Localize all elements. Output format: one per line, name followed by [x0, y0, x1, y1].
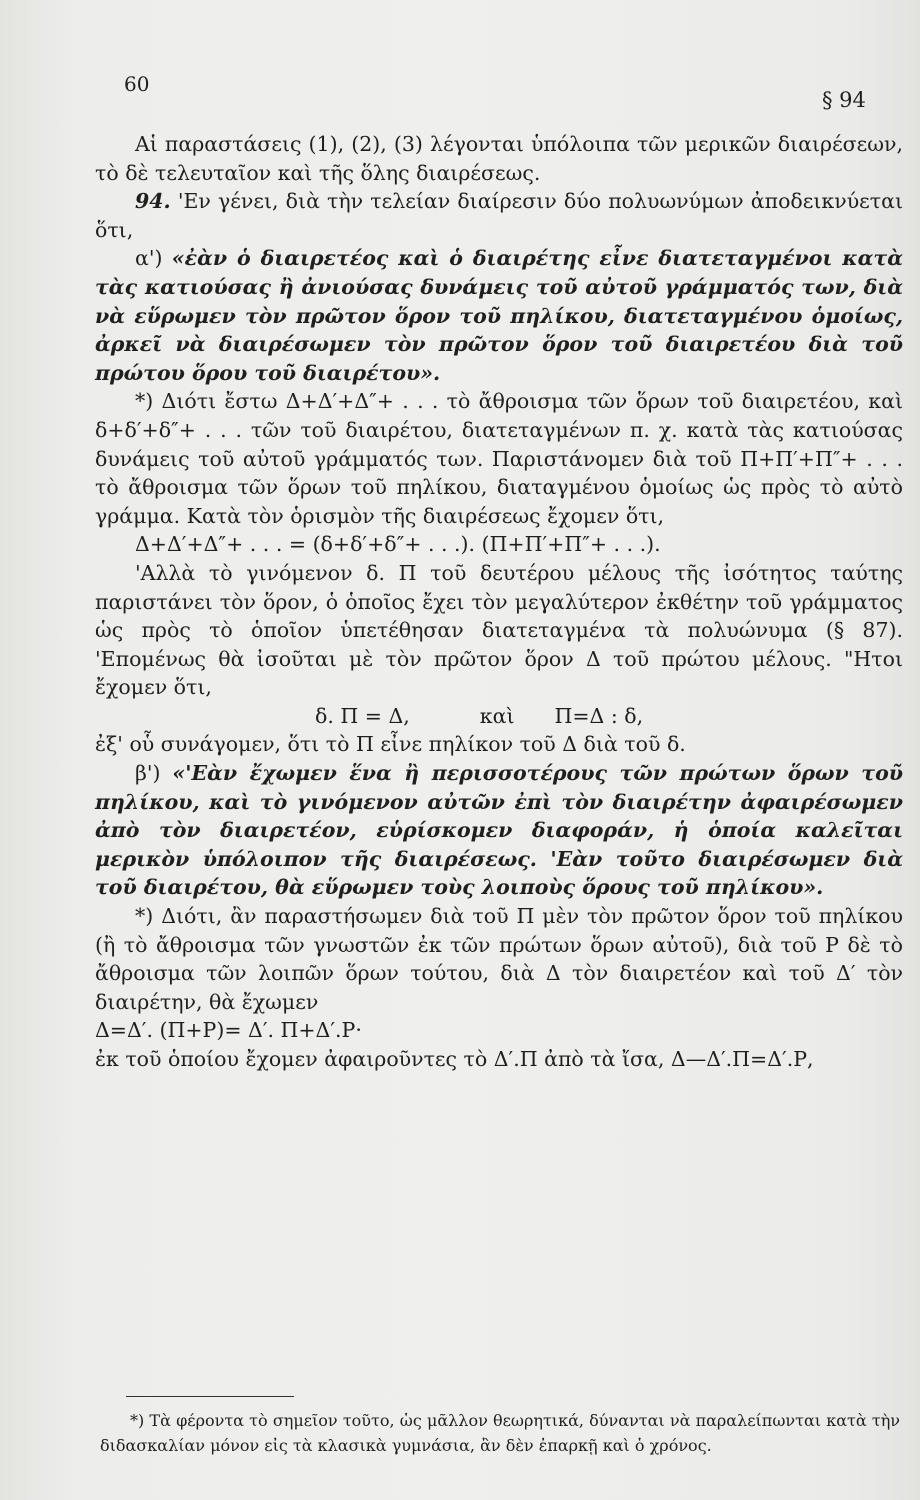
footnote: [100, 1408, 900, 1458]
rule-b-text: «'Εὰν ἔχωμεν ἕνα ἢ περισσοτέρους τῶν πρώτων ὅρων τοῦ πηλίκου, καὶ τὸ γινόμενον αὐτῶν ἐπὶ τὸν διαιρέτην ἀφαιρέσωμεν ἀπὸ τὸν διαιρετέον, εὑρίσκομεν διαφοράν, ἡ ὁποία καλεῖται μερικὸν ὑπόλοιπον τῆς διαιρέσεως. 'Εὰν τοῦτο διαιρέσωμεν διὰ τοῦ διαιρέτου, θὰ εὕρωμεν τοὺς λοιποὺς ὅρους τοῦ πηλίκου».: [95, 761, 903, 900]
rule-a-text: «ἐὰν ὁ διαιρετέος καὶ ὁ διαιρέτης εἶνε διατεταγμένοι κατὰ τὰς κατιούσας ἢ ἀνιούσας δυνάμεις τοῦ αὐτοῦ γράμματός των, διὰ νὰ εὕρωμεν τὸν πρῶτον ὅρον τοῦ πηλίκου, διατεταγμένου ὁμοίως, ἀρκεῖ νὰ διαιρέσωμεν τὸν πρῶτον ὅρον τοῦ διαιρετέου διὰ τοῦ πρώτου ὅρου τοῦ διαιρέτου».: [95, 246, 903, 385]
rule-a-label: α'): [135, 246, 163, 271]
proof-a-marker: *): [135, 389, 154, 414]
rule-b-label: β'): [135, 761, 161, 786]
equation-2a: δ. Π = Δ,: [315, 703, 410, 728]
page-number: 60: [124, 72, 150, 96]
proof-a-continued: 'Αλλὰ τὸ γινόμενον δ. Π τοῦ δευτέρου μέλους τῆς ἰσότητος ταύτης παριστάνει τὸν ὅρον, ὁ ὁποῖος ἔχει τὸν μεγαλύτερον ἐκθέτην τοῦ γράμματος ὡς πρὸς τὸ ὁποῖον ὑπετέθησαν διατεταγμένα τὰ πολυώνυμα (§ 87). 'Επομένως θὰ ἰσοῦται μὲ τὸν πρῶτον ὅρον Δ τοῦ πρώτου μέλους. "Ητοι ἔχομεν ὅτι,: [95, 560, 903, 700]
proof-b: [95, 902, 903, 1016]
paragraph-remainders: Αἱ παραστάσεις (1), (2), (3) λέγονται ὑπόλοιπα τῶν μερικῶν διαιρέσεων, τὸ δὲ τελευταῖον καὶ τῆς ὅλης διαιρέσεως.: [95, 132, 903, 185]
proof-a-text: Διότι ἔστω Δ+Δ′+Δ″+ . . . τὸ ἄθροισμα τῶν ὅρων τοῦ διαιρετέου, καὶ δ+δ′+δ″+ . . . τῶν τοῦ διαιρέτου, διατεταγμένων π. χ. κατὰ τὰς κατιούσας δυνάμεις τοῦ αὐτοῦ γράμματός των. Παριστάνομεν διὰ τοῦ Π+Π′+Π″+ . . . τὸ ἄθροισμα τῶν ὅρων τοῦ πηλίκου, διαταγμένου ὁμοίως ὡς πρὸς τὸ αὐτὸ γράμμα. Κατὰ τὸν ὁρισμὸν τῆς διαιρέσεως ἔχομεν ὅτι,: [95, 389, 903, 528]
proof-b-continued: ἐκ τοῦ ὁποίου ἔχομεν ἀφαιροῦντες τὸ Δ′.Π ἀπὸ τὰ ἴσα, Δ—Δ′.Π=Δ′.Ρ,: [95, 1047, 814, 1071]
footnote-text: *) Τὰ φέροντα τὸ σημεῖον τοῦτο, ὡς μᾶλλον θεωρητικά, δύνανται νὰ παραλείπωνται κατὰ τὴν διδασκαλίαν μόνον εἰς τὰ κλασικὰ γυμνάσια, ἂν δὲν ἐπαρκῇ καὶ ὁ χρόνος.: [100, 1411, 900, 1455]
conclusion-a: ἐξ' οὗ συνάγομεν, ὅτι τὸ Π εἶνε πηλίκον τοῦ Δ διὰ τοῦ δ.: [95, 732, 686, 757]
proof-b-marker: *): [135, 904, 154, 929]
paragraph-intro: [95, 187, 903, 244]
equation-2-and: καὶ: [479, 703, 515, 728]
rule-a: [95, 244, 903, 387]
proof-b-text: Διότι, ἂν παραστήσωμεν διὰ τοῦ Π μὲν τὸν πρῶτον ὅρον τοῦ πηλίκου (ἢ τὸ ἄθροισμα τῶν γνωστῶν ἐκ τῶν πρώτων ὅρων αὐτοῦ), διὰ τοῦ Ρ δὲ τὸ ἄθροισμα τῶν λοιπῶν ὅρων τούτου, διὰ Δ τὸν διαιρετέον καὶ τοῦ Δ′ τὸν διαιρέτην, θὰ ἔχωμεν: [95, 904, 903, 1014]
equation-2b: Π=Δ : δ,: [554, 703, 644, 728]
section-header: § 94: [822, 88, 866, 112]
proof-a: [95, 387, 903, 530]
equation-2: [95, 702, 903, 731]
rule-b: [95, 759, 903, 902]
footnote-divider: [126, 1396, 294, 1397]
page-body: [95, 130, 903, 1074]
paragraph-intro-text: 'Εν γένει, διὰ τὴν τελείαν διαίρεσιν δύο πολυωνύμων ἀποδεικνύεται ὅτι,: [95, 189, 903, 242]
section-number: 94.: [135, 189, 171, 214]
equation-3: Δ=Δ′. (Π+Ρ)= Δ′. Π+Δ′.Ρ·: [95, 1018, 362, 1043]
equation-1: Δ+Δ′+Δ″+ . . . = (δ+δ′+δ″+ . . .). (Π+Π′+Π″+ . . .).: [135, 532, 661, 557]
